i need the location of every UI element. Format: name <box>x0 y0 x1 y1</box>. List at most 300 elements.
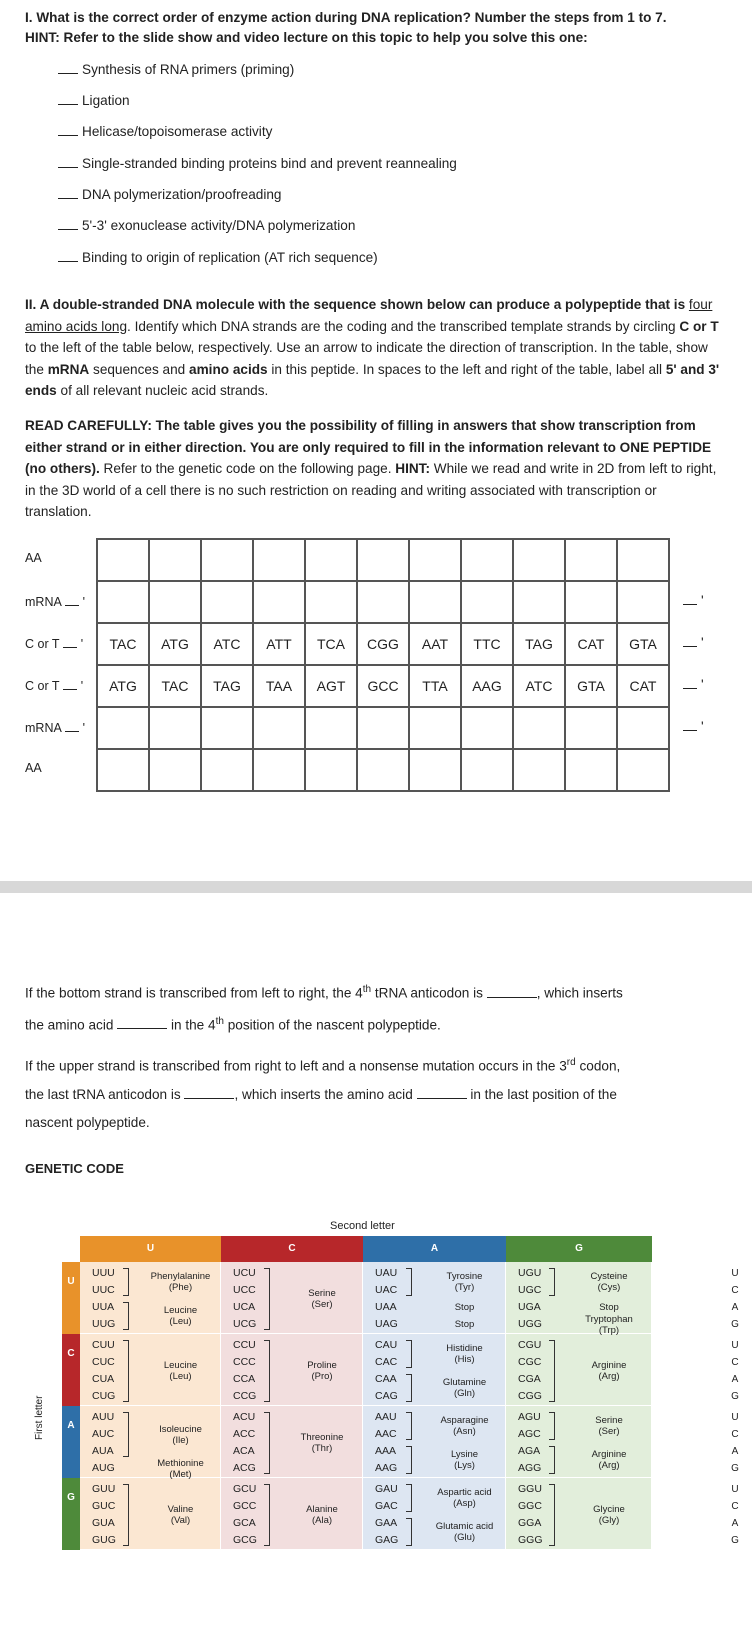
step-blank[interactable] <box>58 61 78 74</box>
codon: CUU <box>92 1339 115 1351</box>
codon: UGG <box>518 1318 542 1330</box>
table-cell: ATC <box>201 623 253 665</box>
amino-acid-label <box>142 1299 219 1333</box>
codon-list <box>92 1409 115 1477</box>
table-cell[interactable] <box>513 707 565 749</box>
q-sup: rd <box>566 1057 576 1068</box>
table-cell[interactable] <box>461 539 513 581</box>
table-cell[interactable] <box>565 581 617 623</box>
amino-acid-abbr: (Ala) <box>311 1515 333 1526</box>
amino-acid-name: Proline <box>307 1360 337 1371</box>
codon: UUC <box>92 1284 115 1296</box>
table-cell: TAG <box>513 623 565 665</box>
amino-acid-label <box>142 1265 219 1299</box>
codon-bracket <box>123 1412 129 1457</box>
table-cell[interactable] <box>565 707 617 749</box>
question-2 <box>25 1049 725 1137</box>
amino-acid-abbr: (Asp) <box>453 1498 476 1509</box>
amino-acid-label <box>568 1265 650 1299</box>
table-cell[interactable] <box>409 581 461 623</box>
table-cell: TCA <box>305 623 357 665</box>
table-cell[interactable] <box>149 749 201 791</box>
amino-acid-abbr: (His) <box>454 1354 475 1365</box>
codon: UUU <box>92 1267 115 1279</box>
amino-acid-label <box>283 1265 361 1333</box>
third-letter: G <box>731 1463 739 1474</box>
amino-acid-name: Methionine <box>157 1457 204 1469</box>
step-blank[interactable] <box>58 123 78 136</box>
table-cell[interactable] <box>305 539 357 581</box>
amino-acid-abbr: (Gln) <box>453 1388 476 1399</box>
amino-acid-label <box>425 1443 504 1477</box>
codon-list <box>518 1409 541 1477</box>
step-item <box>58 249 378 271</box>
table-cell[interactable] <box>565 749 617 791</box>
codon: UAU <box>375 1267 398 1279</box>
q-text: the amino acid <box>25 1017 114 1033</box>
codon: AGC <box>518 1428 541 1440</box>
table-cell[interactable] <box>461 581 513 623</box>
amino-acid-label <box>425 1481 504 1515</box>
third-letter-col <box>728 1409 742 1477</box>
table-cell[interactable] <box>253 539 305 581</box>
table-cell: ATG <box>149 623 201 665</box>
codon: ACU <box>233 1411 256 1423</box>
codon: UAC <box>375 1284 398 1296</box>
first-letter-c: C <box>62 1334 80 1406</box>
q-sup: th <box>215 1015 224 1027</box>
end-blank[interactable] <box>63 635 77 648</box>
codon-bracket <box>406 1374 412 1402</box>
codon: UGU <box>518 1267 542 1279</box>
table-cell[interactable] <box>513 581 565 623</box>
table-cell: CAT <box>565 623 617 665</box>
part2-mrna: mRNA <box>47 361 90 377</box>
table-cell[interactable] <box>565 539 617 581</box>
third-letter: G <box>731 1391 739 1402</box>
anticodon-blank[interactable] <box>184 1085 234 1099</box>
table-cell[interactable] <box>97 539 149 581</box>
amino-acid-label <box>425 1409 504 1443</box>
table-cell: CGG <box>357 623 409 665</box>
part2-question <box>25 294 725 402</box>
codon: AGG <box>518 1462 542 1474</box>
end-blank[interactable] <box>683 634 697 647</box>
table-cell[interactable] <box>513 749 565 791</box>
table-row-aa-bottom <box>97 749 669 791</box>
part3-instructions <box>25 415 725 523</box>
codon-list <box>233 1409 256 1477</box>
q-text: nascent polypeptide. <box>25 1114 150 1130</box>
codon: AGA <box>518 1445 541 1457</box>
table-cell: TTA <box>409 665 461 707</box>
amino-acid-name: Aspartic acid <box>437 1487 492 1498</box>
table-cell[interactable] <box>201 749 253 791</box>
codon: AAG <box>375 1462 398 1474</box>
part3-hint: HINT: <box>395 461 430 476</box>
codon: GCG <box>233 1534 257 1546</box>
part2-text: to the left of the table below, respectively. Use an arrow to indicate the direction of transcription. In the table, show the <box>25 340 708 377</box>
amino-acid-name: Lysine <box>450 1449 479 1460</box>
q-text: in the last position of the <box>470 1086 617 1102</box>
table-cell[interactable] <box>201 707 253 749</box>
codon: CGC <box>518 1356 542 1368</box>
third-letter-col <box>728 1337 742 1405</box>
codon: GCC <box>233 1500 257 1512</box>
amino-acid-blank[interactable] <box>117 1015 167 1029</box>
table-cell[interactable] <box>149 581 201 623</box>
tick-mark: ' <box>701 634 704 650</box>
codon: GUC <box>92 1500 116 1512</box>
codon-list <box>92 1265 115 1333</box>
part2-text: in this peptide. In spaces to the left and right of the table, label all <box>271 361 663 377</box>
row-label-text: mRNA <box>25 721 62 735</box>
codon: GUG <box>92 1534 116 1546</box>
tick-mark: ' <box>701 592 704 608</box>
amino-acid-abbr: (Met) <box>169 1468 192 1480</box>
table-cell[interactable] <box>357 707 409 749</box>
part2-aa: amino acids <box>189 361 268 377</box>
table-cell[interactable] <box>149 539 201 581</box>
amino-acid-name: Histidine <box>446 1343 483 1354</box>
table-cell[interactable] <box>513 539 565 581</box>
end-blank[interactable] <box>65 719 79 732</box>
third-letter-col <box>728 1265 742 1333</box>
q-text: , which inserts the amino acid <box>234 1086 413 1102</box>
col-header-a: A <box>363 1236 506 1262</box>
codon: GCA <box>233 1517 256 1529</box>
codon: GGC <box>518 1500 542 1512</box>
right-end-strand-top[interactable] <box>683 634 704 650</box>
tick-mark: ' <box>701 676 704 692</box>
step-blank[interactable] <box>58 249 78 262</box>
right-end-strand-bottom[interactable] <box>683 676 704 692</box>
codon: GGA <box>518 1517 542 1529</box>
codon-list <box>518 1481 543 1549</box>
codon: UAA <box>375 1301 397 1313</box>
table-cell[interactable] <box>253 707 305 749</box>
right-end-mrna-top[interactable] <box>683 592 704 608</box>
table-cell[interactable] <box>97 707 149 749</box>
third-letter: A <box>731 1374 739 1385</box>
amino-acid-label <box>425 1371 504 1405</box>
table-cell[interactable] <box>201 539 253 581</box>
table-cell[interactable] <box>409 707 461 749</box>
table-cell[interactable] <box>357 749 409 791</box>
amino-acid-name: Leucine <box>163 1360 198 1371</box>
amino-acid-name: Tyrosine <box>446 1271 483 1282</box>
codon: UUA <box>92 1301 115 1313</box>
table-cell: AAG <box>461 665 513 707</box>
amino-acid-name: Glutamine <box>442 1377 487 1388</box>
tick-mark: ' <box>80 679 84 693</box>
q-text: codon, <box>579 1058 621 1074</box>
table-cell[interactable] <box>201 581 253 623</box>
table-cell[interactable] <box>617 749 669 791</box>
codon: GAA <box>375 1517 398 1529</box>
codon: AAA <box>375 1445 397 1457</box>
step-label: Binding to origin of replication (AT rich sequence) <box>82 250 378 265</box>
codon: CUG <box>92 1390 116 1402</box>
codon-bracket <box>264 1484 270 1546</box>
amino-acid-name: Isoleucine <box>159 1423 202 1435</box>
amino-acid-name: Glutamic acid <box>435 1521 494 1532</box>
codon: UCU <box>233 1267 256 1279</box>
table-cell: ATG <box>97 665 149 707</box>
amino-acid-abbr: (Thr) <box>311 1443 333 1454</box>
part2-text: of all relevant nucleic acid strands. <box>60 383 269 398</box>
codon: AUC <box>92 1428 115 1440</box>
amino-acid-label <box>283 1337 361 1405</box>
codon: GAG <box>375 1534 399 1546</box>
third-letter: A <box>731 1518 739 1529</box>
amino-acid-label <box>568 1443 650 1477</box>
codon-bracket <box>549 1268 555 1296</box>
codon: UCA <box>233 1301 256 1313</box>
table-cell: CAT <box>617 665 669 707</box>
codon-bracket <box>123 1268 129 1296</box>
end-blank[interactable] <box>63 677 77 690</box>
third-letter: A <box>731 1302 739 1313</box>
table-cell[interactable] <box>617 539 669 581</box>
row-label-aa-bottom: AA <box>25 761 42 775</box>
codon-bracket <box>264 1412 270 1474</box>
amino-acid-label <box>568 1409 650 1443</box>
step-item <box>58 123 272 145</box>
table-cell[interactable] <box>305 707 357 749</box>
codon-list <box>375 1337 398 1405</box>
amino-acid-label <box>142 1337 219 1405</box>
question-1 <box>25 976 725 1039</box>
col-header-g: G <box>506 1236 652 1262</box>
table-cell[interactable] <box>253 749 305 791</box>
amino-acid-name: Serine <box>595 1415 623 1426</box>
amino-acid-label <box>425 1265 504 1299</box>
dna-table <box>96 538 670 792</box>
table-cell[interactable] <box>357 581 409 623</box>
amino-acid-label <box>425 1316 504 1333</box>
table-cell: TAA <box>253 665 305 707</box>
table-cell: TTC <box>461 623 513 665</box>
table-cell[interactable] <box>97 581 149 623</box>
table-row-strand-top <box>97 623 669 665</box>
codon: AGU <box>518 1411 541 1423</box>
q-text: If the bottom strand is transcribed from left to right, the 4 <box>25 985 363 1001</box>
table-cell: ATC <box>513 665 565 707</box>
c-or-t-choice[interactable]: C or T <box>25 637 60 651</box>
end-blank[interactable] <box>65 593 79 606</box>
codon: CAC <box>375 1356 398 1368</box>
table-cell[interactable] <box>305 581 357 623</box>
codon: CGG <box>518 1390 542 1402</box>
row-label-aa-top: AA <box>25 551 42 565</box>
step-blank[interactable] <box>58 92 78 105</box>
third-letter: C <box>731 1429 739 1440</box>
codon-bracket <box>406 1518 412 1546</box>
amino-acid-name: Stop <box>454 1302 475 1313</box>
col-header-u: U <box>80 1236 221 1262</box>
table-cell[interactable] <box>305 749 357 791</box>
amino-acid-abbr: (Glu) <box>453 1532 476 1543</box>
end-blank[interactable] <box>683 592 697 605</box>
codon: GCU <box>233 1483 257 1495</box>
amino-acid-label <box>425 1299 504 1316</box>
codon-bracket <box>123 1484 129 1546</box>
third-letter: C <box>731 1501 739 1512</box>
amino-acid-name: Asparagine <box>440 1415 489 1426</box>
codon: AAU <box>375 1411 397 1423</box>
codon-bracket <box>406 1484 412 1512</box>
codon-list <box>518 1265 542 1333</box>
codon-list <box>92 1481 116 1549</box>
anticodon-blank[interactable] <box>487 984 537 998</box>
table-cell[interactable] <box>253 581 305 623</box>
part2-ends: 5' and 3' ends <box>25 361 720 398</box>
codon-bracket <box>549 1412 555 1440</box>
codon-list <box>92 1337 115 1405</box>
table-cell[interactable] <box>409 539 461 581</box>
part1-question <box>25 8 725 48</box>
third-letter: U <box>731 1484 739 1495</box>
amino-acid-name: Tryptophan <box>585 1313 633 1325</box>
row-label-strand-top <box>25 635 83 651</box>
q-text: position of the nascent polypeptide. <box>227 1017 441 1033</box>
part2-text: . Identify which DNA strands are the coding and the transcribed template strands by circling <box>127 318 676 334</box>
table-cell[interactable] <box>357 539 409 581</box>
table-cell: TAG <box>201 665 253 707</box>
amino-acid-blank[interactable] <box>417 1085 467 1099</box>
codon-list <box>518 1337 542 1405</box>
step-label: DNA polymerization/proofreading <box>82 187 282 202</box>
amino-acid-abbr: (Ile) <box>172 1434 189 1446</box>
codon: ACA <box>233 1445 255 1457</box>
col-header-c: C <box>221 1236 363 1262</box>
amino-acid-abbr: (Cys) <box>597 1282 621 1293</box>
codon-list <box>233 1337 256 1405</box>
amino-acid-abbr: (Lys) <box>454 1460 475 1471</box>
codon: CAU <box>375 1339 398 1351</box>
table-cell[interactable] <box>617 581 669 623</box>
end-blank[interactable] <box>683 718 697 731</box>
codon-bracket <box>406 1446 412 1474</box>
codon: AAC <box>375 1428 397 1440</box>
codon: CUC <box>92 1356 115 1368</box>
amino-acid-name: Leucine <box>163 1305 198 1316</box>
table-cell: AGT <box>305 665 357 707</box>
codon: GUA <box>92 1517 115 1529</box>
step-blank[interactable] <box>58 217 78 230</box>
step-label: Ligation <box>82 93 130 108</box>
q-text: tRNA anticodon is <box>374 985 483 1001</box>
step-item <box>58 92 130 114</box>
codon-bracket <box>549 1484 555 1546</box>
part2-c-or-t: C or T <box>679 318 719 334</box>
step-label: Synthesis of RNA primers (priming) <box>82 62 295 77</box>
amino-acid-abbr: (Trp) <box>598 1324 620 1336</box>
tick-mark: ' <box>82 721 85 735</box>
amino-acid-name: Alanine <box>306 1504 338 1515</box>
part3-bold: READ CAREFULLY: The table gives you the possibility of filling in answers that show transcription from either strand or in either direction. You are only required to fill in the information relevant to ONE PEPTIDE (no others). <box>25 418 712 476</box>
amino-acid-abbr: (Asn) <box>453 1426 476 1437</box>
third-letter: G <box>731 1535 739 1546</box>
third-letter: A <box>731 1446 739 1457</box>
part2-text: sequences and <box>93 361 186 377</box>
codon: AUU <box>92 1411 115 1423</box>
amino-acid-name: Glycine <box>593 1504 625 1515</box>
amino-acid-abbr: (Phe) <box>168 1282 193 1293</box>
step-label: Helicase/topoisomerase activity <box>82 124 273 139</box>
end-blank[interactable] <box>683 676 697 689</box>
step-blank[interactable] <box>58 186 78 199</box>
amino-acid-label <box>568 1481 650 1549</box>
codon: GUU <box>92 1483 116 1495</box>
codon: CGU <box>518 1339 542 1351</box>
third-letter: C <box>731 1285 739 1296</box>
amino-acid-label <box>568 1337 650 1405</box>
part1-hint-label: HINT: <box>25 30 60 45</box>
genetic-code-heading: GENETIC CODE <box>25 1161 124 1176</box>
q-text: the last tRNA anticodon is <box>25 1086 181 1102</box>
amino-acid-abbr: (Tyr) <box>454 1282 475 1293</box>
third-letter: U <box>731 1268 739 1279</box>
amino-acid-name: Phenylalanine <box>150 1271 211 1282</box>
table-cell[interactable] <box>461 707 513 749</box>
amino-acid-abbr: (Gly) <box>598 1515 620 1526</box>
amino-acid-abbr: (Leu) <box>169 1371 192 1382</box>
tick-mark: ' <box>82 595 85 609</box>
q-text: , which inserts <box>536 985 623 1001</box>
table-row-mrna-bottom <box>97 707 669 749</box>
amino-acid-abbr: (Arg) <box>598 1371 620 1382</box>
table-cell: ATT <box>253 623 305 665</box>
codon: AUG <box>92 1462 115 1474</box>
amino-acid-label <box>142 1481 219 1549</box>
codon: AUA <box>92 1445 114 1457</box>
codon: CAG <box>375 1390 398 1402</box>
amino-acid-name: Stop <box>454 1319 475 1330</box>
row-label-strand-bottom <box>25 677 83 693</box>
codon: UGC <box>518 1284 542 1296</box>
third-letter-col <box>728 1481 742 1549</box>
table-cell[interactable] <box>149 707 201 749</box>
second-letter-label: Second letter <box>330 1220 395 1232</box>
step-blank[interactable] <box>58 155 78 168</box>
amino-acid-label <box>568 1313 650 1336</box>
third-letter: U <box>731 1412 739 1423</box>
third-letter: G <box>731 1319 739 1330</box>
right-end-mrna-bottom[interactable] <box>683 718 704 734</box>
q-sup: th <box>362 984 372 995</box>
amino-acid-abbr: (Ser) <box>311 1299 333 1310</box>
codon-list <box>233 1265 256 1333</box>
c-or-t-choice[interactable]: C or T <box>25 679 60 693</box>
table-cell[interactable] <box>97 749 149 791</box>
step-item <box>58 217 355 239</box>
codon: CGA <box>518 1373 541 1385</box>
codon: CCA <box>233 1373 256 1385</box>
table-cell[interactable] <box>617 707 669 749</box>
table-cell: GTA <box>617 623 669 665</box>
page-divider <box>0 881 752 893</box>
table-cell[interactable] <box>461 749 513 791</box>
codon: UCG <box>233 1318 257 1330</box>
codon-bracket <box>264 1268 270 1330</box>
q-text: in the 4 <box>170 1017 216 1033</box>
third-letter: U <box>731 1340 739 1351</box>
part1-title: I. What is the correct order of enzyme action during DNA replication? Number the steps from 1 to 7. <box>25 10 667 25</box>
table-cell[interactable] <box>409 749 461 791</box>
row-label-mrna-top <box>25 593 85 609</box>
